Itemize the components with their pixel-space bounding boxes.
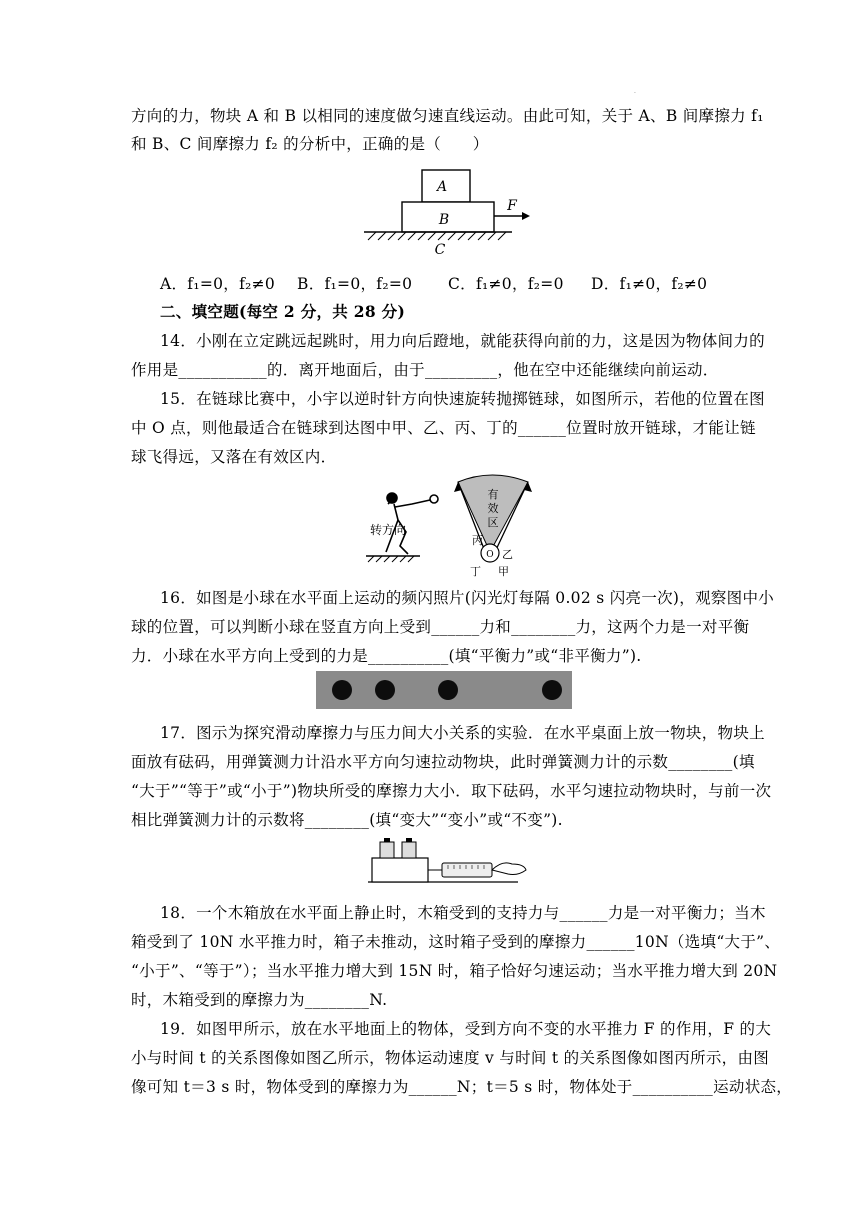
spring-scale-figure <box>368 834 530 886</box>
weight-2 <box>402 842 416 858</box>
page-mark: . <box>634 88 636 95</box>
rotate-label: 转方向 <box>370 523 407 537</box>
q13-option-b: B．f₁=0，f₂=0 <box>297 275 413 293</box>
label-a: A <box>436 179 448 195</box>
wood-block <box>372 858 428 882</box>
q17-line2: 面放有砝码，用弹簧测力计沿水平方向匀速拉动物块，此时弹簧测力计的示数________(填 <box>131 753 755 771</box>
q13-line1: 方向的力，物块 A 和 B 以相同的速度做匀速直线运动。由此可知，关于 A、B 间摩擦力 f₁ <box>131 107 764 125</box>
weight-1 <box>380 842 394 858</box>
q13-option-d: D．f₁≠0，f₂≠0 <box>591 275 708 293</box>
label-c: C <box>434 242 446 258</box>
ball-1 <box>332 680 352 700</box>
zone-label-2: 效 <box>487 502 499 515</box>
zone-label-3: 区 <box>487 516 499 529</box>
hammer-throw-figure <box>362 474 542 580</box>
q17-line4: 相比弹簧测力计的示数将________(填“变大”“变小”或“不变”). <box>131 811 563 829</box>
strobe-photo <box>316 671 572 709</box>
q16-line3: 力．小球在水平方向上受到的力是__________(填“平衡力”或“非平衡力”). <box>131 647 642 665</box>
section-title: 二、填空题(每空 2 分，共 28 分) <box>160 302 406 321</box>
q16-line2: 球的位置，可以判断小球在竖直方向上受到______力和________力，这两个力是一对平衡 <box>131 618 750 636</box>
q19-line1: 19．如图甲所示，放在水平地面上的物体，受到方向不变的水平推力 F 的作用，F 的大 <box>160 1020 772 1038</box>
weight-2-knob <box>406 838 412 842</box>
label-f: F <box>507 198 517 214</box>
hand-icon <box>492 863 526 875</box>
q14-line1: 14．小刚在立定跳远起跳时，用力向后蹬地，就能获得向前的力，这是因为物体间力的 <box>160 332 765 350</box>
arrow-head-icon <box>522 212 530 220</box>
block-friction-figure <box>362 160 534 260</box>
q13-option-c: C．f₁≠0，f₂=0 <box>448 275 564 293</box>
label-b: B <box>438 212 450 228</box>
q18-line4: 时，木箱受到的摩擦力为________N. <box>131 991 388 1009</box>
label-yi: 乙 <box>502 548 513 561</box>
q19-line2: 小与时间 t 的关系图像如图乙所示，物体运动速度 v 与时间 t 的关系图像如图丙所示，由图 <box>131 1049 770 1067</box>
center-o-icon: O <box>486 550 494 560</box>
q18-line3: “小于”、“等于”）；当水平推力增大到 15N 时，箱子恰好匀速运动；当水平推力增大到 20N <box>131 962 778 980</box>
q15-line3: 球飞得远，又落在有效区内． <box>131 448 337 466</box>
label-ding: 丁 <box>470 565 481 578</box>
q16-line1: 16．如图是小球在水平面上运动的频闪照片(闪光灯每隔 0.02 s 闪亮一次)，观察图中小 <box>160 589 775 607</box>
spring-scale <box>442 863 492 877</box>
ground-hatch <box>368 232 506 240</box>
q18-line2: 箱受到了 10N 水平推力时，箱子未推动，这时箱子受到的摩擦力______10N（选填“大于”、 <box>131 933 781 951</box>
q19-line3: 像可知 t＝3 s 时，物体受到的摩擦力为______N；t＝5 s 时，物体处于__________运动状态， <box>131 1078 793 1096</box>
q14-line2: 作用是___________的．离开地面后，由于_________，他在空中还能继续向前运动． <box>131 361 719 379</box>
q17-line3: “大于”“等于”或“小于”)物块所受的摩擦力大小．取下砝码，水平匀速拉动物块时，与前一次 <box>131 782 772 800</box>
ball-3 <box>438 680 458 700</box>
q15-line1: 15．在链球比赛中，小宇以逆时针方向快速旋转抛掷链球，如图所示，若他的位置在图 <box>160 390 765 408</box>
ball-4 <box>542 680 562 700</box>
label-jia: 甲 <box>498 565 509 578</box>
q18-line1: 18．一个木箱放在水平面上静止时，木箱受到的支持力与______力是一对平衡力；当木 <box>160 904 766 922</box>
weight-1-knob <box>384 838 390 842</box>
q15-line2: 中 O 点，则他最适合在链球到达图中甲、乙、丙、丁的______位置时放开链球，才能让链 <box>131 419 756 437</box>
q13-option-a: A．f₁=0，f₂≠0 <box>160 275 276 293</box>
q13-line2: 和 B、C 间摩擦力 f₂ 的分析中，正确的是（ ） <box>131 135 489 153</box>
zone-label-1: 有 <box>487 488 499 501</box>
thrower-ground-hatch <box>368 556 414 562</box>
q17-line1: 17．图示为探究滑动摩擦力与压力间大小关系的实验．在水平桌面上放一物块，物块上 <box>160 724 765 742</box>
label-bing: 丙 <box>472 534 483 547</box>
ball-2 <box>375 680 395 700</box>
